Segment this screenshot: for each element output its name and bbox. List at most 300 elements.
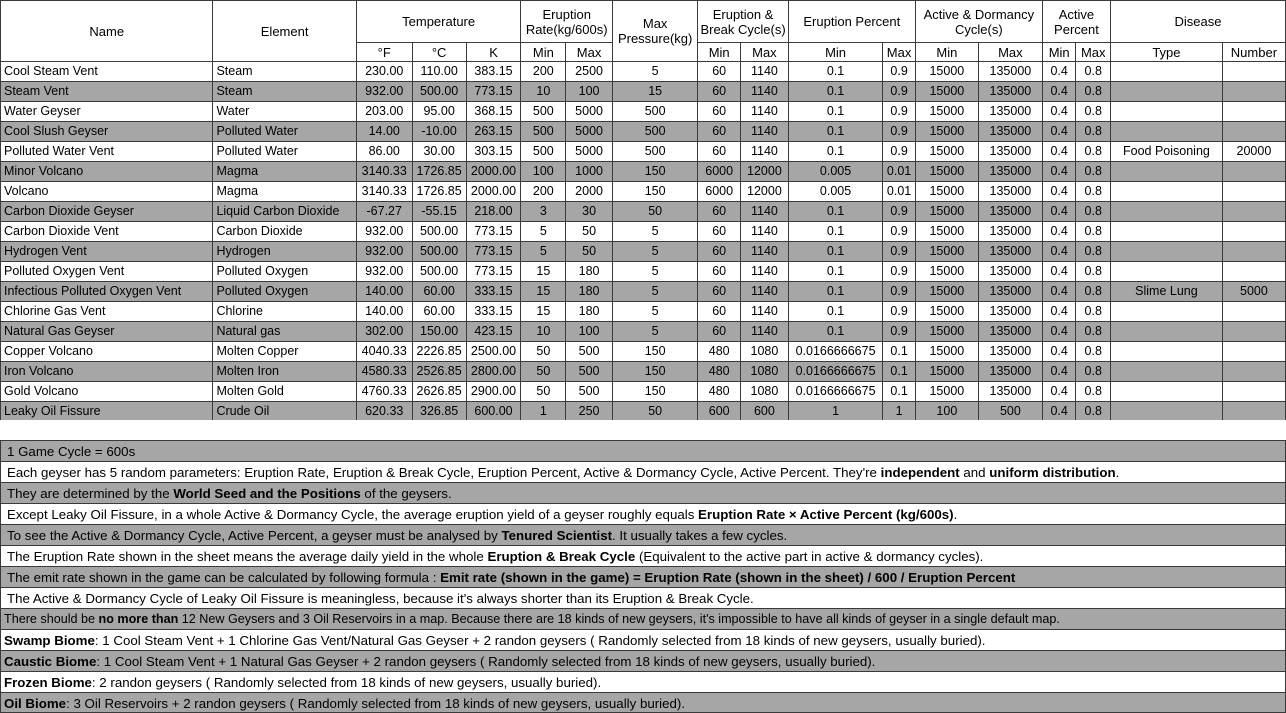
- cell-cycle-min: 600: [698, 402, 741, 422]
- cell-active-max: 0.8: [1076, 82, 1111, 102]
- cell-temp-f: 932.00: [356, 242, 412, 262]
- cell-name: Copper Volcano: [1, 342, 213, 362]
- cell-cycle-min: 6000: [698, 162, 741, 182]
- note-row: [0, 524, 1286, 545]
- cell-active-max: 0.8: [1076, 182, 1111, 202]
- cell-rate-min: 5: [521, 222, 566, 242]
- cell-disease-number: [1222, 162, 1285, 182]
- table-row: [1, 102, 1286, 122]
- cell-name: Natural Gas Geyser: [1, 322, 213, 342]
- subheader-rate-max: Max: [566, 43, 613, 62]
- cell-cycle-max: 12000: [741, 182, 789, 202]
- cell-disease-type: [1111, 262, 1223, 282]
- cell-dormancy-max: 135000: [978, 142, 1042, 162]
- table-row: [1, 342, 1286, 362]
- cell-cycle-max: 1140: [741, 62, 789, 82]
- cell-active-max: 0.8: [1076, 282, 1111, 302]
- cell-element: Steam: [213, 82, 356, 102]
- table-body: [1, 62, 1286, 422]
- cell-rate-max: 500: [566, 342, 613, 362]
- cell-temp-k: 263.15: [466, 122, 521, 142]
- cell-temp-k: 600.00: [466, 402, 521, 422]
- note-bold-text: Oil Biome: [4, 696, 67, 711]
- cell-element: Molten Iron: [213, 362, 356, 382]
- cell-active-min: 0.4: [1042, 82, 1076, 102]
- cell-rate-max: 1000: [566, 162, 613, 182]
- cell-temp-c: 1726.85: [412, 182, 466, 202]
- cell-temp-f: -67.27: [356, 202, 412, 222]
- cell-temp-k: 333.15: [466, 282, 521, 302]
- cell-dormancy-max: 135000: [978, 62, 1042, 82]
- cell-temp-k: 773.15: [466, 262, 521, 282]
- header-active-dormancy-line1: Active & Dormancy: [923, 6, 1035, 22]
- cell-disease-type: [1111, 342, 1223, 362]
- cell-temp-k: 773.15: [466, 242, 521, 262]
- note-bold-text: World Seed and the Positions: [173, 486, 361, 501]
- cell-disease-type: [1111, 102, 1223, 122]
- cell-temp-c: 60.00: [412, 302, 466, 322]
- note-row: [0, 440, 1286, 461]
- subheader-active-max: Max: [1076, 43, 1111, 62]
- cell-max-pressure: 150: [612, 162, 697, 182]
- cell-disease-type: [1111, 162, 1223, 182]
- cell-cycle-max: 1080: [741, 342, 789, 362]
- cell-rate-min: 200: [521, 62, 566, 82]
- cell-temp-k: 303.15: [466, 142, 521, 162]
- cell-dormancy-max: 135000: [978, 122, 1042, 142]
- header-active-percent: [1042, 1, 1110, 43]
- cell-rate-min: 500: [521, 122, 566, 142]
- cell-temp-c: 2226.85: [412, 342, 466, 362]
- cell-percent-max: 0.1: [883, 362, 916, 382]
- cell-name: Cool Slush Geyser: [1, 122, 213, 142]
- header-element: Element: [213, 1, 356, 62]
- subheader-dormancy-max: Max: [978, 43, 1042, 62]
- cell-rate-min: 3: [521, 202, 566, 222]
- cell-percent-max: 0.9: [883, 302, 916, 322]
- cell-rate-min: 10: [521, 82, 566, 102]
- cell-percent-max: 0.1: [883, 382, 916, 402]
- cell-percent-min: 0.1: [788, 102, 883, 122]
- note-text: 1 Game Cycle = 600s: [7, 444, 136, 459]
- cell-active-min: 0.4: [1042, 122, 1076, 142]
- cell-active-max: 0.8: [1076, 242, 1111, 262]
- table-row: [1, 262, 1286, 282]
- cell-max-pressure: 5: [612, 302, 697, 322]
- note-text: Except Leaky Oil Fissure, in a whole Active & Dormancy Cycle, the average eruption yield of a geyser roughly equals: [7, 507, 699, 522]
- cell-cycle-min: 60: [698, 222, 741, 242]
- cell-active-max: 0.8: [1076, 162, 1111, 182]
- cell-active-min: 0.4: [1042, 322, 1076, 342]
- note-row: [0, 587, 1286, 608]
- cell-disease-type: [1111, 122, 1223, 142]
- note-text: . It usually takes a few cycles.: [612, 528, 788, 543]
- cell-name: Carbon Dioxide Geyser: [1, 202, 213, 222]
- cell-dormancy-max: 135000: [978, 382, 1042, 402]
- cell-rate-max: 180: [566, 262, 613, 282]
- cell-dormancy-max: 135000: [978, 82, 1042, 102]
- cell-active-min: 0.4: [1042, 262, 1076, 282]
- header-eruption-rate-line2: Rate(kg/600s): [525, 21, 608, 37]
- cell-element: Magma: [213, 162, 356, 182]
- cell-disease-number: [1222, 262, 1285, 282]
- cell-temp-f: 203.00: [356, 102, 412, 122]
- cell-active-min: 0.4: [1042, 402, 1076, 422]
- note-bold-text: independent: [880, 465, 960, 480]
- cell-element: Carbon Dioxide: [213, 222, 356, 242]
- cell-dormancy-max: 135000: [978, 162, 1042, 182]
- cell-active-max: 0.8: [1076, 102, 1111, 122]
- cell-active-min: 0.4: [1042, 222, 1076, 242]
- cell-cycle-max: 1140: [741, 262, 789, 282]
- cell-dormancy-max: 135000: [978, 202, 1042, 222]
- cell-dormancy-max: 135000: [978, 362, 1042, 382]
- cell-rate-max: 50: [566, 222, 613, 242]
- subheader-cycle-max: Max: [741, 43, 789, 62]
- cell-dormancy-min: 15000: [915, 122, 978, 142]
- note-bold-text: Swamp Biome: [4, 633, 95, 648]
- header-max-pressure: [612, 1, 697, 62]
- cell-element: Polluted Oxygen: [213, 282, 356, 302]
- note-row: [0, 461, 1286, 482]
- cell-disease-number: 5000: [1222, 282, 1285, 302]
- cell-max-pressure: 150: [612, 362, 697, 382]
- cell-name: Water Geyser: [1, 102, 213, 122]
- cell-active-min: 0.4: [1042, 302, 1076, 322]
- cell-cycle-min: 60: [698, 82, 741, 102]
- cell-active-max: 0.8: [1076, 122, 1111, 142]
- cell-temp-f: 932.00: [356, 82, 412, 102]
- note-text: They are determined by the: [7, 486, 174, 501]
- cell-temp-c: 2526.85: [412, 362, 466, 382]
- cell-element: Hydrogen: [213, 242, 356, 262]
- note-text: The emit rate shown in the game can be calculated by following formula :: [7, 570, 441, 585]
- cell-name: Steam Vent: [1, 82, 213, 102]
- cell-disease-number: [1222, 62, 1285, 82]
- cell-rate-min: 500: [521, 142, 566, 162]
- cell-dormancy-min: 15000: [915, 242, 978, 262]
- cell-disease-type: Slime Lung: [1111, 282, 1223, 302]
- note-bold-text: Eruption Rate × Active Percent (kg/600s): [698, 507, 954, 522]
- table-row: [1, 142, 1286, 162]
- note-bold-text: Frozen Biome: [4, 675, 92, 690]
- cell-max-pressure: 150: [612, 382, 697, 402]
- cell-disease-number: [1222, 242, 1285, 262]
- cell-disease-number: [1222, 122, 1285, 142]
- cell-temp-k: 2000.00: [466, 182, 521, 202]
- cell-percent-max: 0.9: [883, 102, 916, 122]
- cell-name: Chlorine Gas Vent: [1, 302, 213, 322]
- cell-disease-number: [1222, 342, 1285, 362]
- note-text: .: [1115, 465, 1120, 480]
- cell-rate-min: 50: [521, 382, 566, 402]
- cell-cycle-min: 60: [698, 242, 741, 262]
- cell-cycle-min: 60: [698, 322, 741, 342]
- table-row: [1, 162, 1286, 182]
- header-disease: Disease: [1111, 1, 1286, 43]
- header-temperature: Temperature: [356, 1, 521, 43]
- cell-dormancy-max: 135000: [978, 282, 1042, 302]
- cell-temp-k: 218.00: [466, 202, 521, 222]
- note-text: and: [959, 465, 990, 480]
- cell-max-pressure: 5: [612, 282, 697, 302]
- cell-dormancy-max: 135000: [978, 182, 1042, 202]
- subheader-dormancy-min: Min: [915, 43, 978, 62]
- cell-temp-k: 383.15: [466, 62, 521, 82]
- cell-dormancy-min: 15000: [915, 282, 978, 302]
- cell-percent-max: 0.9: [883, 282, 916, 302]
- cell-name: Volcano: [1, 182, 213, 202]
- cell-max-pressure: 500: [612, 122, 697, 142]
- cell-cycle-max: 1080: [741, 362, 789, 382]
- cell-temp-f: 3140.33: [356, 182, 412, 202]
- cell-active-max: 0.8: [1076, 222, 1111, 242]
- cell-temp-k: 2000.00: [466, 162, 521, 182]
- cell-temp-k: 333.15: [466, 302, 521, 322]
- table-row: [1, 62, 1286, 82]
- cell-element: Chlorine: [213, 302, 356, 322]
- cell-temp-c: 500.00: [412, 242, 466, 262]
- cell-rate-max: 2000: [566, 182, 613, 202]
- cell-active-min: 0.4: [1042, 362, 1076, 382]
- cell-cycle-min: 60: [698, 122, 741, 142]
- cell-active-max: 0.8: [1076, 342, 1111, 362]
- cell-cycle-min: 60: [698, 282, 741, 302]
- cell-percent-min: 0.1: [788, 142, 883, 162]
- subheader-disease-type: Type: [1111, 43, 1223, 62]
- cell-rate-max: 5000: [566, 102, 613, 122]
- cell-temp-f: 932.00: [356, 222, 412, 242]
- cell-dormancy-min: 15000: [915, 342, 978, 362]
- cell-active-max: 0.8: [1076, 322, 1111, 342]
- note-bold-text: no more than: [98, 612, 179, 626]
- cell-element: Polluted Water: [213, 142, 356, 162]
- cell-cycle-max: 1140: [741, 102, 789, 122]
- table-row: [1, 282, 1286, 302]
- note-text: : 1 Cool Steam Vent + 1 Chlorine Gas Vent/Natural Gas Geyser + 2 randon geysers ( Randomly selected from 18 kinds of new geysers, usually buried).: [94, 633, 986, 648]
- subheader-rate-min: Min: [521, 43, 566, 62]
- cell-max-pressure: 5: [612, 222, 697, 242]
- cell-rate-min: 10: [521, 322, 566, 342]
- cell-disease-type: [1111, 182, 1223, 202]
- cell-rate-max: 50: [566, 242, 613, 262]
- cell-disease-type: [1111, 402, 1223, 422]
- cell-max-pressure: 5: [612, 322, 697, 342]
- cell-rate-max: 5000: [566, 122, 613, 142]
- notes-section: [0, 440, 1286, 713]
- cell-cycle-min: 60: [698, 102, 741, 122]
- cell-active-min: 0.4: [1042, 342, 1076, 362]
- cell-cycle-min: 480: [698, 342, 741, 362]
- header-active-percent-line2: Percent: [1054, 21, 1099, 37]
- cell-dormancy-min: 15000: [915, 162, 978, 182]
- cell-rate-min: 100: [521, 162, 566, 182]
- cell-rate-min: 15: [521, 302, 566, 322]
- cell-name: Leaky Oil Fissure: [1, 402, 213, 422]
- cell-percent-max: 0.01: [883, 162, 916, 182]
- cell-cycle-min: 60: [698, 202, 741, 222]
- cell-temp-f: 4760.33: [356, 382, 412, 402]
- cell-dormancy-min: 15000: [915, 322, 978, 342]
- cell-disease-type: [1111, 242, 1223, 262]
- cell-max-pressure: 15: [612, 82, 697, 102]
- cell-rate-min: 50: [521, 342, 566, 362]
- cell-temp-f: 302.00: [356, 322, 412, 342]
- cell-temp-c: 60.00: [412, 282, 466, 302]
- cell-cycle-max: 600: [741, 402, 789, 422]
- cell-dormancy-min: 15000: [915, 262, 978, 282]
- cell-cycle-min: 60: [698, 62, 741, 82]
- cell-active-max: 0.8: [1076, 302, 1111, 322]
- cell-dormancy-min: 100: [915, 402, 978, 422]
- note-text: To see the Active & Dormancy Cycle, Active Percent, a geyser must be analysed by: [7, 528, 502, 543]
- cell-percent-min: 0.1: [788, 222, 883, 242]
- cell-temp-f: 86.00: [356, 142, 412, 162]
- table-row: [1, 122, 1286, 142]
- cell-name: Polluted Water Vent: [1, 142, 213, 162]
- cell-max-pressure: 5: [612, 62, 697, 82]
- cell-rate-max: 180: [566, 302, 613, 322]
- cell-dormancy-min: 15000: [915, 202, 978, 222]
- cell-disease-number: [1222, 182, 1285, 202]
- cell-rate-min: 5: [521, 242, 566, 262]
- cell-disease-type: [1111, 322, 1223, 342]
- cell-name: Carbon Dioxide Vent: [1, 222, 213, 242]
- cell-dormancy-min: 15000: [915, 62, 978, 82]
- note-text: of the geysers.: [360, 486, 452, 501]
- cell-active-max: 0.8: [1076, 362, 1111, 382]
- cell-name: Polluted Oxygen Vent: [1, 262, 213, 282]
- cell-temp-c: 110.00: [412, 62, 466, 82]
- cell-dormancy-max: 135000: [978, 302, 1042, 322]
- cell-temp-f: 932.00: [356, 262, 412, 282]
- cell-name: Cool Steam Vent: [1, 62, 213, 82]
- cell-rate-max: 180: [566, 282, 613, 302]
- cell-element: Liquid Carbon Dioxide: [213, 202, 356, 222]
- cell-rate-min: 1: [521, 402, 566, 422]
- note-row: [0, 545, 1286, 566]
- note-text: Each geyser has 5 random parameters: Eruption Rate, Eruption & Break Cycle, Eruption Percent, Active & Dormancy Cycle, Active Percent. They're: [7, 465, 881, 480]
- table-row: [1, 82, 1286, 102]
- cell-temp-c: 30.00: [412, 142, 466, 162]
- table-row: [1, 222, 1286, 242]
- cell-temp-c: 95.00: [412, 102, 466, 122]
- cell-rate-min: 15: [521, 262, 566, 282]
- table-row: [1, 182, 1286, 202]
- cell-name: Hydrogen Vent: [1, 242, 213, 262]
- cell-cycle-max: 1140: [741, 82, 789, 102]
- subheader-active-min: Min: [1042, 43, 1076, 62]
- cell-rate-max: 2500: [566, 62, 613, 82]
- cell-rate-max: 500: [566, 362, 613, 382]
- note-text: (Equivalent to the active part in active & dormancy cycles).: [635, 549, 984, 564]
- cell-disease-type: Food Poisoning: [1111, 142, 1223, 162]
- cell-dormancy-min: 15000: [915, 302, 978, 322]
- cell-element: Magma: [213, 182, 356, 202]
- note-row: [0, 650, 1286, 671]
- cell-element: Molten Gold: [213, 382, 356, 402]
- cell-active-min: 0.4: [1042, 62, 1076, 82]
- note-text: 12 New Geysers and 3 Oil Reservoirs in a map. Because there are 18 kinds of new geysers, it's impossible to have all kinds of geyser in a single default map.: [178, 612, 1060, 626]
- cell-temp-c: 1726.85: [412, 162, 466, 182]
- cell-max-pressure: 50: [612, 202, 697, 222]
- cell-percent-max: 0.9: [883, 242, 916, 262]
- note-row: [0, 503, 1286, 524]
- note-row: [0, 482, 1286, 503]
- cell-percent-min: 0.0166666675: [788, 342, 883, 362]
- cell-percent-max: 0.9: [883, 62, 916, 82]
- cell-active-min: 0.4: [1042, 202, 1076, 222]
- cell-disease-type: [1111, 82, 1223, 102]
- note-bold-text: Caustic Biome: [4, 654, 97, 669]
- cell-percent-max: 0.9: [883, 82, 916, 102]
- cell-temp-c: 326.85: [412, 402, 466, 422]
- cell-percent-max: 0.9: [883, 122, 916, 142]
- cell-temp-k: 2900.00: [466, 382, 521, 402]
- header-eruption-break-cycle: [698, 1, 788, 43]
- cell-active-min: 0.4: [1042, 242, 1076, 262]
- cell-percent-max: 0.9: [883, 322, 916, 342]
- cell-percent-min: 0.1: [788, 262, 883, 282]
- cell-temp-f: 3140.33: [356, 162, 412, 182]
- cell-rate-max: 500: [566, 382, 613, 402]
- cell-active-min: 0.4: [1042, 282, 1076, 302]
- cell-name: Infectious Polluted Oxygen Vent: [1, 282, 213, 302]
- cell-active-max: 0.8: [1076, 62, 1111, 82]
- header-eruption-break-line1: Eruption &: [712, 6, 774, 22]
- cell-percent-min: 0.1: [788, 62, 883, 82]
- note-text: The Eruption Rate shown in the sheet means the average daily yield in the whole: [7, 549, 488, 564]
- cell-percent-min: 0.1: [788, 282, 883, 302]
- cell-dormancy-max: 135000: [978, 322, 1042, 342]
- cell-disease-number: [1222, 402, 1285, 422]
- cell-name: Iron Volcano: [1, 362, 213, 382]
- header-eruption-percent: Eruption Percent: [788, 1, 915, 43]
- cell-temp-f: 14.00: [356, 122, 412, 142]
- cell-cycle-min: 6000: [698, 182, 741, 202]
- note-bold-text: uniform distribution: [989, 465, 1116, 480]
- cell-cycle-min: 60: [698, 302, 741, 322]
- cell-cycle-max: 1140: [741, 242, 789, 262]
- cell-active-min: 0.4: [1042, 142, 1076, 162]
- cell-rate-max: 100: [566, 322, 613, 342]
- cell-element: Crude Oil: [213, 402, 356, 422]
- cell-dormancy-min: 15000: [915, 102, 978, 122]
- cell-rate-max: 5000: [566, 142, 613, 162]
- cell-cycle-max: 1140: [741, 322, 789, 342]
- cell-temp-f: 140.00: [356, 302, 412, 322]
- cell-percent-max: 0.9: [883, 142, 916, 162]
- table-row: [1, 242, 1286, 262]
- cell-percent-max: 0.01: [883, 182, 916, 202]
- cell-dormancy-max: 135000: [978, 342, 1042, 362]
- note-row: [0, 671, 1286, 692]
- note-row: [0, 629, 1286, 650]
- cell-temp-k: 2800.00: [466, 362, 521, 382]
- cell-temp-f: 4040.33: [356, 342, 412, 362]
- cell-percent-min: 0.005: [788, 162, 883, 182]
- cell-cycle-max: 12000: [741, 162, 789, 182]
- note-text: The Active & Dormancy Cycle of Leaky Oil Fissure is meaningless, because it's always shorter than its Eruption & Break Cycle.: [7, 591, 754, 606]
- cell-percent-min: 0.1: [788, 122, 883, 142]
- cell-temp-c: -55.15: [412, 202, 466, 222]
- header-eruption-break-line2: Break Cycle(s): [700, 21, 786, 37]
- cell-temp-f: 140.00: [356, 282, 412, 302]
- cell-percent-max: 0.9: [883, 202, 916, 222]
- cell-dormancy-min: 15000: [915, 82, 978, 102]
- header-active-dormancy: [915, 1, 1042, 43]
- cell-disease-type: [1111, 382, 1223, 402]
